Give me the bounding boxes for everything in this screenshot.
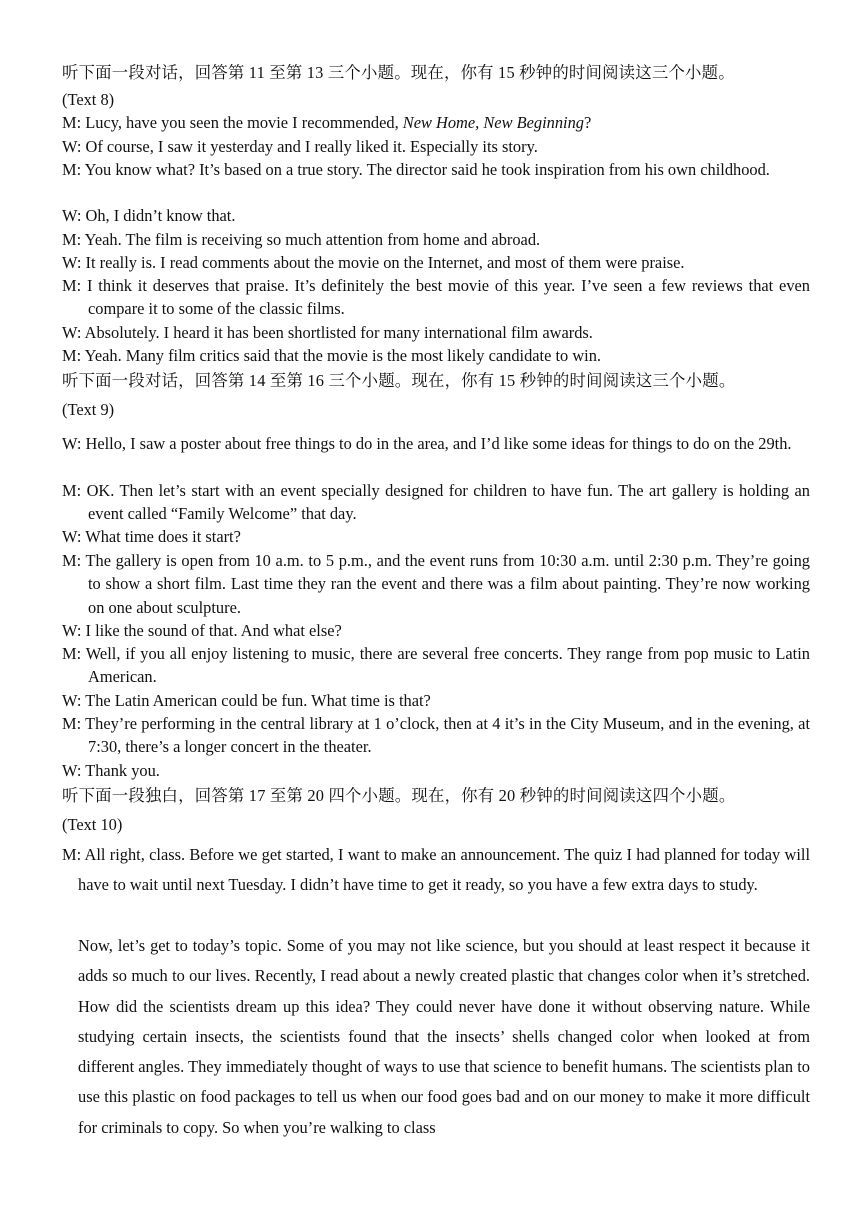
speaker-label: M: [62, 481, 82, 500]
dialogue-line [62, 321, 810, 344]
dialogue-line [62, 274, 810, 321]
dialogue-text: Of course, I saw it yesterday and I really liked it. Especially its story. [81, 137, 538, 156]
dialogue-text: Yeah. Many film critics said that the movie is the most likely candidate to win. [81, 346, 601, 365]
speaker-label: W: [62, 527, 82, 546]
section-9-instruction: 听下面一段对话，回答第 14 至第 16 三个小题。现在，你有 15 秒钟的时间阅读这三个小题。 [62, 371, 736, 390]
speaker-label: M: [62, 845, 82, 864]
dialogue-line [62, 642, 810, 689]
speaker-label: M: [62, 113, 82, 132]
dialogue-text: I think it deserves that praise. It’s definitely the best movie of this year. I’ve seen a few reviews that even compare it to some of the classic films. [81, 276, 810, 319]
dialogue-text: Lucy, have you seen the movie I recommended, [81, 113, 403, 132]
speaker-label: M: [62, 230, 82, 249]
movie-title: New Home, New Beginning [402, 113, 584, 132]
speaker-label: M: [62, 551, 82, 570]
dialogue-line [62, 549, 810, 619]
dialogue-text: The gallery is open from 10 a.m. to 5 p.m., and the event runs from 10:30 a.m. until 2:30 p.m. They’re going to show a short film. Last time they ran the event and there was a film about painting. They’re now working on one about sculpture. [81, 551, 810, 617]
monologue-text: All right, class. Before we get started, I want to make an announcement. The quiz I had planned for today will have to wait until next Tuesday. I didn’t have time to get it ready, so you have a few extra days to study. [78, 845, 810, 895]
dialogue-text: OK. Then let’s start with an event specially designed for children to have fun. The art gallery is holding an event called “Family Welcome” that day. [81, 481, 810, 524]
speaker-label: M: [62, 644, 82, 663]
speaker-label: M: [62, 714, 82, 733]
monologue-paragraph-2 [62, 931, 810, 1143]
dialogue-text: I like the sound of that. And what else? [81, 621, 342, 640]
monologue-text: Now, let’s get to today’s topic. Some of you may not like science, but you should at least respect it because it adds so much to our lives. Recently, I read about a newly created plastic that changes color when it’s stretched. How did the scientists dream up this idea? They could never have done it without observing nature. While studying certain insects, the scientists found that the insects’ shells changed color when looked at from different angles. They immediately thought of ways to use that science to benefit humans. The scientists plan to use this plastic on food packages to tell us when our food goes bad and on our money to make it more difficult for criminals to copy. So when you’re walking to class [78, 936, 810, 1137]
dialogue-line [62, 712, 810, 759]
speaker-label: W: [62, 434, 82, 453]
section-8-instruction: 听下面一段对话，回答第 11 至第 13 三个小题。现在，你有 15 秒钟的时间阅读这三个小题。 [62, 63, 735, 82]
speaker-label: M: [62, 346, 82, 365]
dialogue-text: ? [583, 113, 592, 132]
section-9-label: (Text 9) [62, 400, 115, 419]
dialogue-text: What time does it start? [81, 527, 241, 546]
dialogue-line [62, 204, 810, 227]
speaker-label: W: [62, 621, 82, 640]
speaker-label: W: [62, 253, 82, 272]
dialogue-line [62, 158, 810, 181]
dialogue-line [62, 619, 810, 642]
speaker-label: W: [62, 691, 82, 710]
dialogue-text: Thank you. [81, 761, 160, 780]
dialogue-text: They’re performing in the central library at 1 o’clock, then at 4 it’s in the City Museum, and in the evening, at 7:30, there’s a longer concert in the theater. [81, 714, 810, 757]
dialogue-text: It really is. I read comments about the movie on the Internet, and most of them were praise. [81, 253, 685, 272]
section-10-instruction: 听下面一段独白，回答第 17 至第 20 四个小题。现在，你有 20 秒钟的时间阅读这四个小题。 [62, 786, 736, 805]
dialogue-text: Well, if you all enjoy listening to music, there are several free concerts. They range from pop music to Latin American. [81, 644, 810, 687]
dialogue-text: Hello, I saw a poster about free things to do in the area, and I’d like some ideas for things to do on the 29th. [81, 434, 792, 453]
speaker-label: W: [62, 761, 82, 780]
dialogue-line [62, 135, 810, 158]
speaker-label: W: [62, 206, 82, 225]
dialogue-line [62, 432, 810, 455]
dialogue-line [62, 479, 810, 526]
dialogue-text: The Latin American could be fun. What time is that? [81, 691, 431, 710]
speaker-label: W: [62, 323, 82, 342]
dialogue-line [62, 759, 810, 782]
dialogue-text: Absolutely. I heard it has been shortlisted for many international film awards. [81, 323, 593, 342]
section-10-label: (Text 10) [62, 815, 123, 834]
dialogue-line [62, 344, 810, 367]
monologue-paragraph-1 [62, 840, 810, 901]
speaker-label: M: [62, 276, 82, 295]
dialogue-line [62, 228, 810, 251]
section-8-label: (Text 8) [62, 90, 115, 109]
dialogue-text: You know what? It’s based on a true story. The director said he took inspiration from his own childhood. [81, 160, 770, 179]
dialogue-line [62, 689, 810, 712]
speaker-label: W: [62, 137, 82, 156]
speaker-label: M: [62, 160, 82, 179]
dialogue-line [62, 525, 810, 548]
dialogue-line [62, 251, 810, 274]
dialogue-text: Yeah. The film is receiving so much attention from home and abroad. [81, 230, 541, 249]
dialogue-line [62, 111, 810, 134]
dialogue-text: Oh, I didn’t know that. [81, 206, 236, 225]
